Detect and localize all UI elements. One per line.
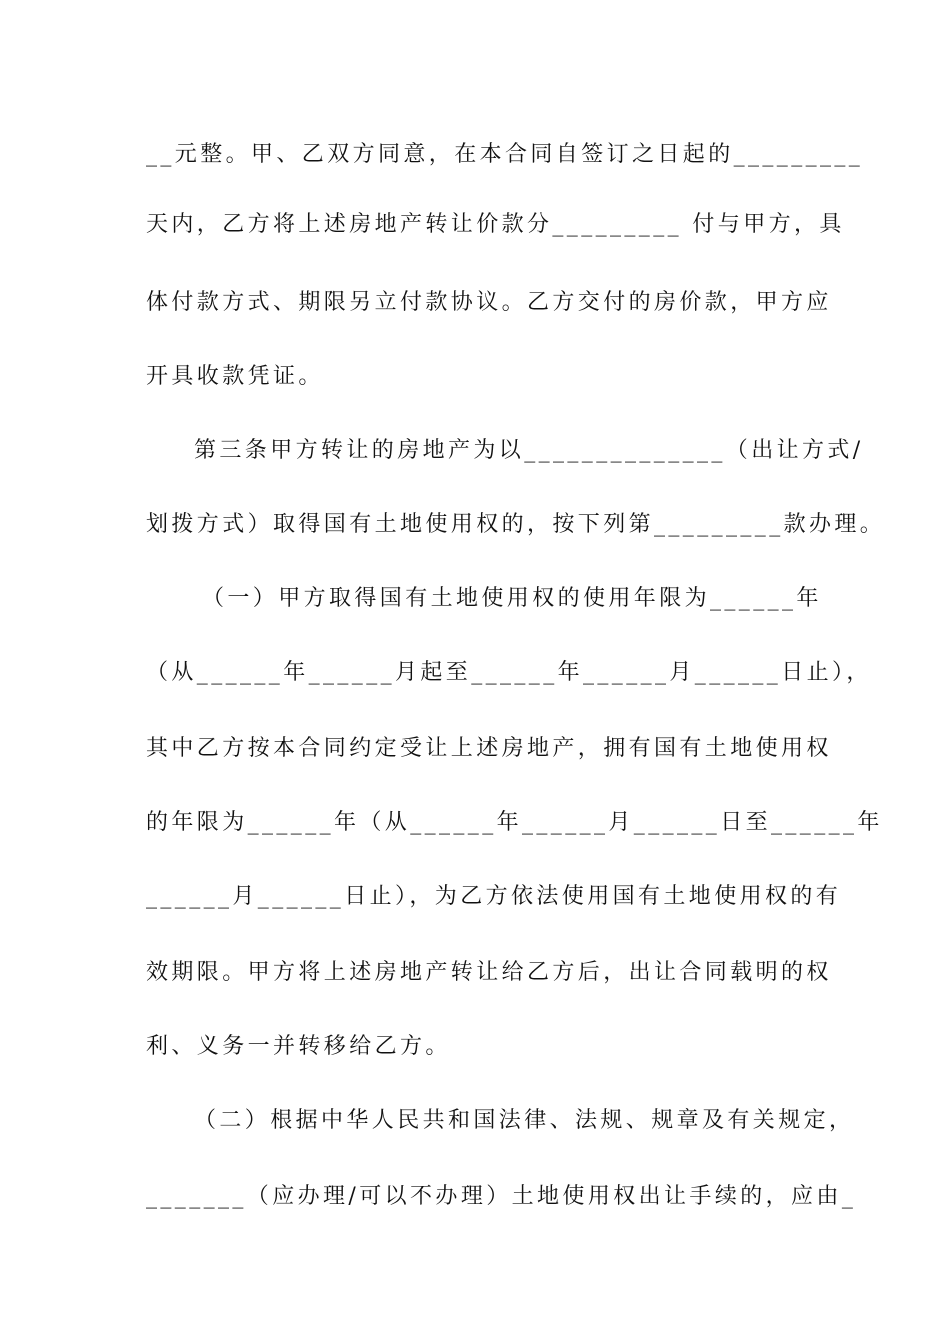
text-line: 的年限为______年（从______年______月______日至______年 <box>146 810 883 835</box>
text-line: 体付款方式、期限另立付款协议。乙方交付的房价款，甲方应 <box>146 290 832 315</box>
text-line: _______（应办理/可以不办理）土地使用权出让手续的，应由_ <box>146 1184 857 1209</box>
text-line: 利、义务一并转移给乙方。 <box>146 1034 451 1059</box>
text-line: 划拨方式）取得国有土地使用权的，按下列第_________款办理。 <box>146 512 886 537</box>
paragraph-clause-two: （二）根据中华人民共和国法律、法规、规章及有关规定， <box>194 1108 855 1133</box>
text-line: 效期限。甲方将上述房地产转让给乙方后，出让合同载明的权 <box>146 960 832 985</box>
text-line: （从______年______月起至______年______月______日止）， <box>146 660 872 685</box>
text-line: ______月______日止），为乙方依法使用国有土地使用权的有 <box>146 884 842 909</box>
paragraph-article-three: 第三条甲方转让的房地产为以______________（出让方式/ <box>194 438 864 463</box>
paragraph-clause-one: （一）甲方取得国有土地使用权的使用年限为______年 <box>202 586 822 611</box>
text-line: 天内，乙方将上述房地产转让价款分_________ 付与甲方，具 <box>146 212 845 237</box>
text-line: 其中乙方按本合同约定受让上述房地产，拥有国有土地使用权 <box>146 736 832 761</box>
text-line: 开具收款凭证。 <box>146 364 324 389</box>
text-line: __元整。甲、乙双方同意，在本合同自签订之日起的_________ <box>146 142 864 167</box>
